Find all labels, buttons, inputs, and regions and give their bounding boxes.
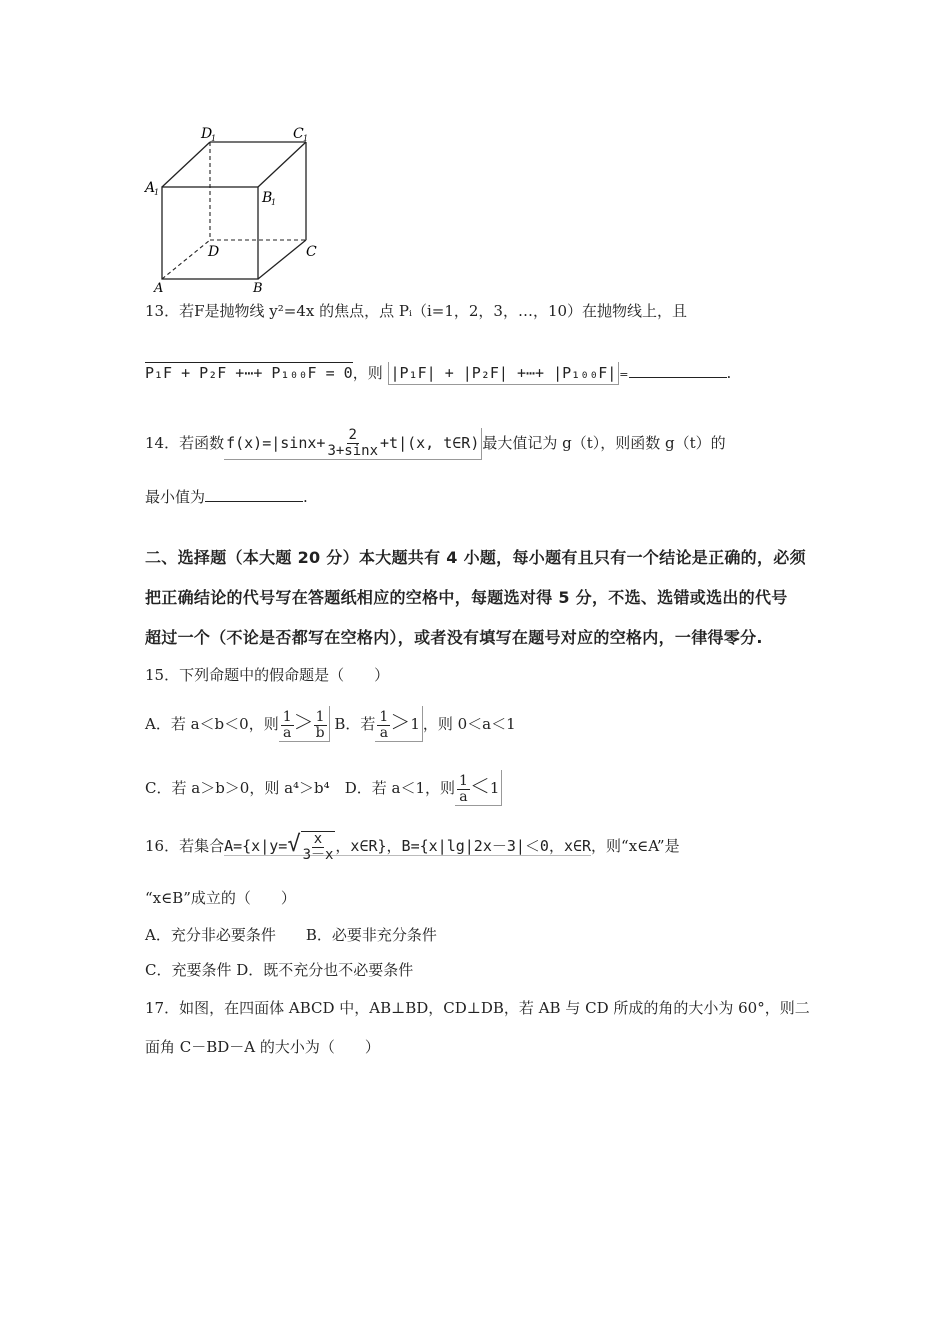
label-b1: B [262, 190, 273, 206]
q15-a-frac1-num: 1 [282, 708, 292, 725]
q15-b-pre: B．若 [334, 715, 376, 733]
q16-setA-pre: A={x|y= [224, 837, 288, 855]
q15-b-frac-num: 1 [379, 708, 389, 725]
q14-stem [145, 428, 726, 460]
q16-suffix: ，则“x∈A”是 [591, 837, 680, 855]
q14-line2 [145, 486, 308, 508]
q14-line2-text: 最小值为 [145, 488, 206, 506]
label-b1-sub: 1 [271, 198, 277, 207]
label-d1-sub: 1 [211, 134, 217, 143]
q15-b-post: ，则 0＜a＜1 [422, 715, 516, 733]
q14-function [224, 428, 482, 460]
q16-line2: “x∈B”成立的（ ） [145, 889, 296, 907]
q16-sqrt-num: x [313, 830, 323, 847]
q15-b-frac-den: a [379, 724, 389, 741]
q15-b-one: 1 [410, 715, 420, 733]
section2-line3: 超过一个（不论是否都写在空格内），或者没有填写在题号对应的空格内，一律得零分. [145, 628, 763, 647]
section2-line2: 把正确结论的代号写在答题纸相应的空格中，每题选对得 5 分，不选、选错或选出的代号 [145, 588, 788, 607]
q13-formula-line [145, 362, 731, 386]
section2-line1: 二、选择题（本大题 20 分）本大题共有 4 小题，每小题有且只有一个结论是正确的，必须 [145, 548, 806, 567]
q13-abs-sum: |P₁F| + |P₂F| +⋯+ |P₁₀₀F| [388, 362, 620, 385]
label-c1-sub: 1 [303, 134, 309, 143]
q15-d-pre: D．若 a＜1，则 [344, 779, 455, 797]
q13-vector-sum: P₁F + P₂F +⋯+ P₁₀₀F = 0 [145, 364, 353, 382]
q15-b-math [375, 706, 422, 742]
q15-c-text: C．若 a＞b＞0，则 a⁴＞b⁴ [145, 779, 330, 797]
q16-prefix: 16．若集合 [145, 837, 225, 855]
q15-options-ab [145, 706, 516, 742]
label-a1-sub: 1 [154, 188, 160, 197]
label-c1: C [293, 126, 304, 142]
q15-a-gt: ＞ [293, 710, 314, 734]
q14-fraction [325, 428, 380, 459]
label-a1: A [145, 180, 156, 196]
q14-func-post: +t|(x, t∈R) [380, 434, 480, 452]
cube-edge-ad [162, 240, 210, 279]
label-d1: D [201, 126, 213, 142]
label-b: B [253, 281, 263, 294]
q13-answer-blank[interactable] [629, 363, 727, 378]
cube-edge-a1d1 [162, 142, 210, 187]
q15-d-frac-den: a [459, 788, 468, 805]
q17-line2: 面角 C－BD－A 的大小为（ ） [145, 1038, 380, 1056]
q14-frac-num: 2 [348, 427, 357, 443]
q14-frac-den: 3+sinx [327, 443, 379, 459]
q15-a-pre: A．若 a＜b＜0，则 [145, 715, 279, 733]
cube-figure [140, 122, 340, 294]
q13-eq: = [619, 368, 629, 381]
q13-then: ，则 [352, 364, 383, 382]
label-d: D [208, 244, 220, 260]
q14-answer-blank[interactable] [205, 487, 303, 502]
q15-a-frac2-num: 1 [315, 708, 325, 725]
q16-options-cd: C．充要条件 D．既不充分也不必要条件 [145, 961, 414, 979]
q15-stem: 15．下列命题中的假命题是（ ） [145, 666, 390, 684]
q17-line1: 17．如图，在四面体 ABCD 中，AB⊥BD，CD⊥DB，若 AB 与 CD 所成的角的大小为 60°，则二 [145, 999, 810, 1017]
cube-edge-bc [258, 240, 306, 279]
q13-end: . [726, 364, 732, 382]
q15-d-lt: ＜ [469, 774, 490, 798]
q14-func-pre: f(x)=|sinx+ [226, 434, 326, 452]
cube-edge-b1c1 [258, 142, 306, 187]
q13-stem: 13．若F是抛物线 y²=4x 的焦点，点 Pᵢ（i=1，2，3，…，10）在抛物线上，且 [145, 302, 688, 320]
label-a: A [154, 281, 164, 294]
q16-stem [145, 828, 680, 863]
q15-options-cd [145, 770, 502, 806]
q15-b-gt: ＞ [390, 710, 411, 734]
q15-a-math [279, 706, 330, 742]
q16-options-ab: A．充分非必要条件 B．必要非充分条件 [145, 926, 437, 944]
q16-setA-post: ，x∈R}，B={x|lg|2x－3|＜0，x∈R [335, 837, 592, 855]
q16-sqrt-den: 3－x [302, 846, 334, 863]
q14-end: . [303, 488, 308, 506]
q15-d-one: 1 [489, 779, 500, 797]
q14-suffix: 最大值记为 g（t），则函数 g（t）的 [482, 434, 726, 452]
q14-prefix: 14．若函数 [145, 434, 225, 452]
q15-a-frac1-den: a [282, 724, 292, 741]
q15-a-frac2-den: b [315, 724, 325, 741]
q15-d-math [455, 770, 502, 806]
label-c: C [306, 244, 317, 260]
q16-sets: A={x|y=√ $\frac{x}{3-x}$ ，x∈R}，B={x|lg|2x－3|＜0，x∈R [224, 830, 592, 863]
q15-d-frac-num: 1 [459, 772, 468, 789]
